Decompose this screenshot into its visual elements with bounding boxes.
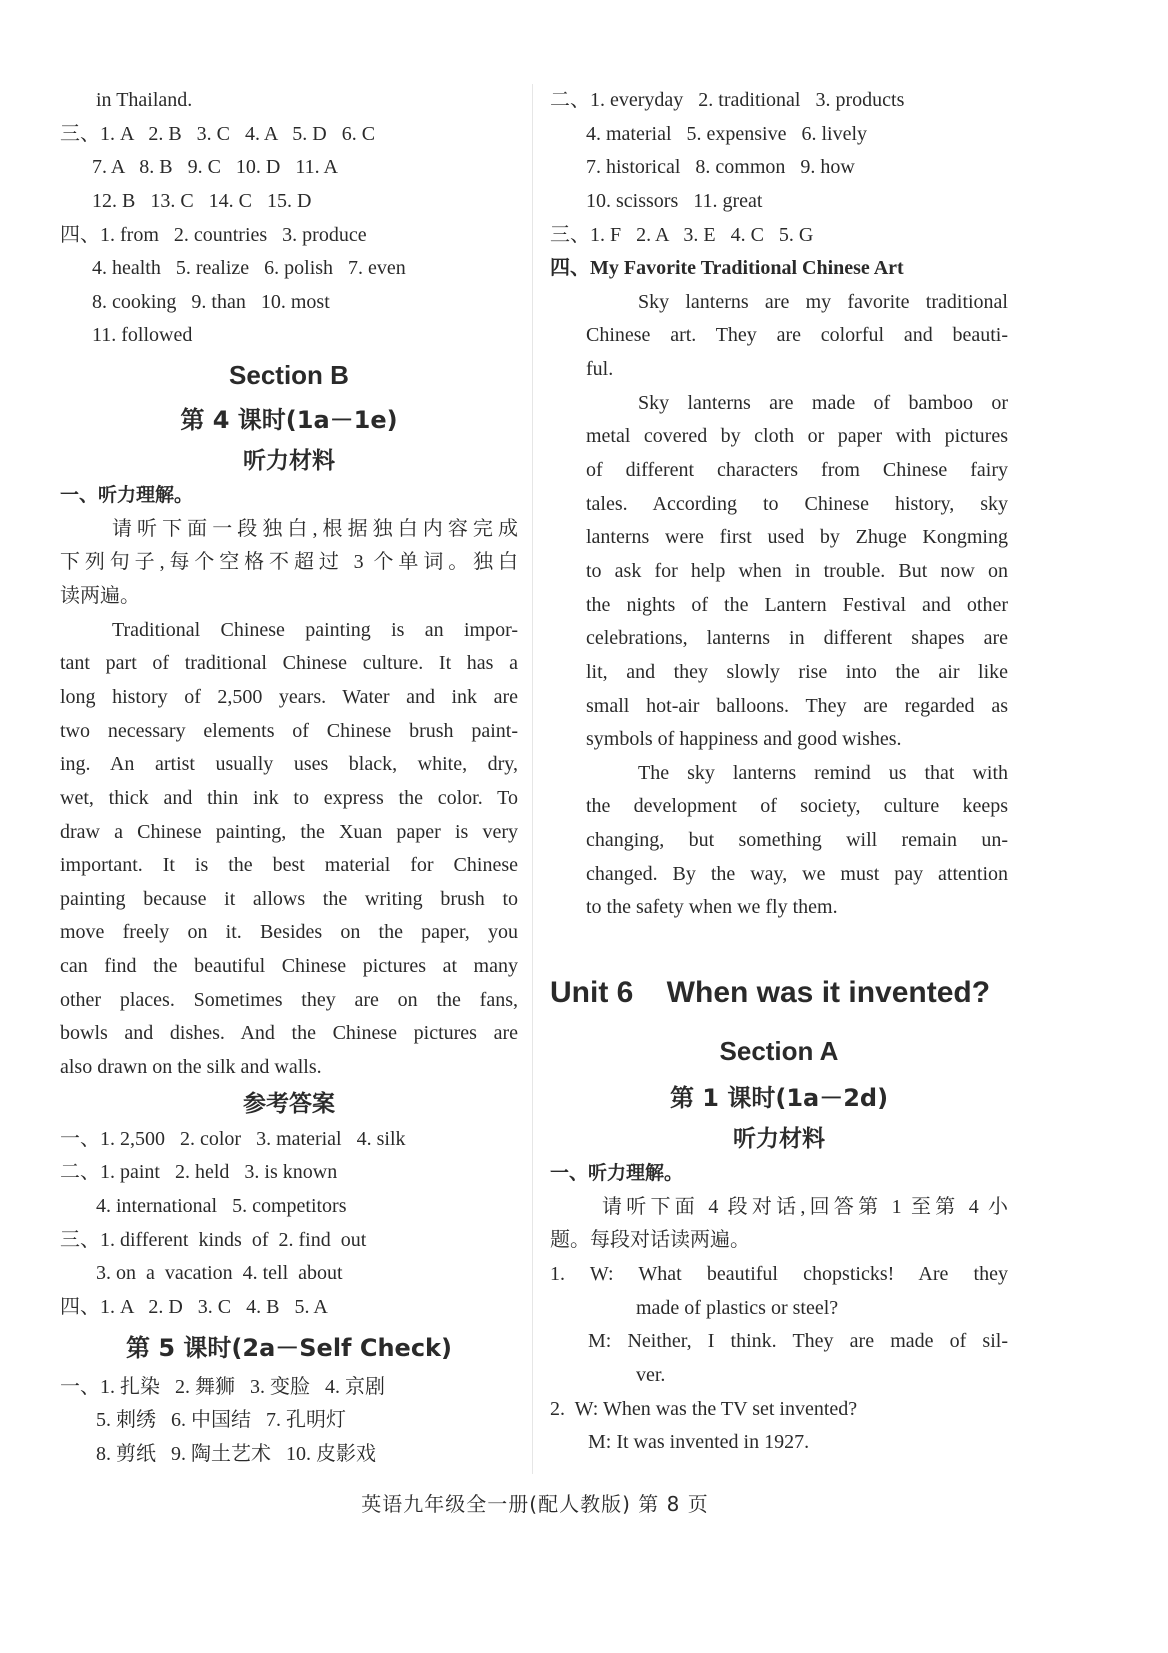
text-line: in Thailand. [96, 89, 193, 111]
answer-line: 4. health 5. realize 6. polish 7. even [92, 257, 406, 280]
lesson-title: 第 5 课时(2a－Self Check) [126, 1333, 452, 1362]
task-heading: 一、听力理解。 [60, 484, 194, 507]
instruction-line: 请听下面 4 段对话,回答第 1 至第 4 小 [602, 1195, 1008, 1218]
section-title: Section A [719, 1036, 839, 1067]
answer-line: 二、1. everyday 2. traditional 3. products [550, 89, 905, 111]
essay-line: celebrations, lanterns in different shapes are [586, 627, 1008, 650]
dialogue-line: 1. W: What beautiful chopsticks! Are they [550, 1262, 1008, 1285]
essay-line: Chinese art. They are colorful and beauti- [586, 324, 1008, 347]
task-heading: 一、听力理解。 [550, 1162, 684, 1185]
instruction-line: 请听下面一段独白,根据独白内容完成 [112, 517, 518, 540]
passage-line: Traditional Chinese painting is an impor- [112, 618, 518, 641]
answer-line: 10. scissors 11. great [586, 189, 763, 212]
answer-line: 三、1. A 2. B 3. C 4. A 5. D 6. C [60, 122, 376, 145]
passage-line: draw a Chinese painting, the Xuan paper is very [60, 820, 518, 843]
answer-line: 12. B 13. C 14. C 15. D [92, 189, 312, 212]
listening-title: 听力材料 [733, 1126, 825, 1153]
passage-line: move freely on it. Besides on the paper, you [60, 921, 518, 944]
lesson-title: 第 1 课时(1a－2d) [669, 1084, 889, 1113]
answer-line: 一、1. 扎染 2. 舞狮 3. 变脸 4. 京剧 [60, 1375, 385, 1398]
instruction-line: 读两遍。 [60, 585, 140, 608]
passage-line: long history of 2,500 years. Water and ink are [60, 685, 518, 708]
essay-line: changing, but something will remain un- [586, 829, 1008, 852]
essay-line: ful. [586, 358, 614, 381]
passage-line: important. It is the best material for Chinese [60, 854, 518, 877]
essay-line: The sky lanterns remind us that with [638, 761, 1008, 784]
essay-line: the nights of the Lantern Festival and other [586, 593, 1008, 616]
answer-line: 11. followed [92, 324, 193, 347]
listening-title: 听力材料 [243, 448, 335, 475]
passage-line: other places. Sometimes they are on the fans, [60, 988, 518, 1011]
passage-line: can find the beautiful Chinese pictures at many [60, 955, 518, 978]
passage-line: painting because it allows the writing brush to [60, 887, 518, 910]
essay-line: lit, and they slowly rise into the air like [586, 660, 1008, 683]
answer-line: 4. material 5. expensive 6. lively [586, 122, 868, 145]
dialogue-line: 2. W: When was the TV set invented? [550, 1397, 858, 1420]
answer-line: 3. on a vacation 4. tell about [96, 1262, 343, 1285]
passage-line: two necessary elements of Chinese brush paint- [60, 719, 518, 742]
answer-line: 4. international 5. competitors [96, 1194, 347, 1217]
essay-line: tales. According to Chinese history, sky [586, 492, 1008, 515]
column-divider [532, 84, 533, 1474]
answer-line: 8. cooking 9. than 10. most [92, 290, 330, 313]
essay-heading: 四、My Favorite Traditional Chinese Art [550, 257, 904, 280]
section-title: Section B [229, 360, 349, 391]
unit-title: Unit 6 When was it invented? [550, 976, 991, 1010]
answer-line: 四、1. from 2. countries 3. produce [60, 223, 367, 246]
dialogue-line: M: It was invented in 1927. [588, 1431, 810, 1454]
passage-line: bowls and dishes. And the Chinese pictures are [60, 1022, 518, 1045]
answer-line: 7. historical 8. common 9. how [586, 156, 855, 179]
essay-line: lanterns were first used by Zhuge Kongming [586, 526, 1008, 549]
answer-line: 8. 剪纸 9. 陶土艺术 10. 皮影戏 [96, 1442, 376, 1465]
passage-line: wet, thick and thin ink to express the color. To [60, 786, 518, 809]
dialogue-line: ver. [636, 1363, 666, 1386]
essay-line: small hot-air balloons. They are regarded as [586, 694, 1008, 717]
answer-line: 7. A 8. B 9. C 10. D 11. A [92, 156, 338, 179]
answer-line: 三、1. different kinds of 2. find out [60, 1228, 367, 1251]
left-column [60, 84, 518, 1471]
answer-line: 5. 刺绣 6. 中国结 7. 孔明灯 [96, 1409, 346, 1432]
essay-line: of different characters from Chinese fairy [586, 459, 1008, 482]
answer-line: 一、1. 2,500 2. color 3. material 4. silk [60, 1127, 406, 1150]
dialogue-line: made of plastics or steel? [636, 1296, 839, 1319]
lesson-title: 第 4 课时(1a－1e) [180, 406, 398, 435]
right-column [550, 84, 1008, 1460]
answer-line: 四、1. A 2. D 3. C 4. B 5. A [60, 1295, 328, 1318]
instruction-line: 题。每段对话读两遍。 [550, 1229, 750, 1252]
passage-line: also drawn on the silk and walls. [60, 1056, 322, 1079]
passage-line: tant part of traditional Chinese culture. It has a [60, 652, 518, 675]
essay-line: to ask for help when in trouble. But now on [586, 559, 1008, 582]
answer-line: 二、1. paint 2. held 3. is known [60, 1161, 338, 1184]
page-footer: 英语九年级全一册(配人教版) 第 8 页 [361, 1492, 709, 1516]
essay-line: metal covered by cloth or paper with pictures [586, 425, 1008, 448]
essay-line: Sky lanterns are my favorite traditional [638, 290, 1008, 313]
passage-line: ing. An artist usually uses black, white, dry, [60, 753, 518, 776]
answer-line: 三、1. F 2. A 3. E 4. C 5. G [550, 223, 814, 246]
essay-line: symbols of happiness and good wishes. [586, 728, 902, 751]
answer-key-title: 参考答案 [243, 1090, 335, 1117]
essay-line: Sky lanterns are made of bamboo or [638, 391, 1008, 414]
essay-line: the development of society, culture keeps [586, 795, 1008, 818]
dialogue-line: M: Neither, I think. They are made of sil- [588, 1330, 1008, 1353]
essay-line: to the safety when we fly them. [586, 896, 838, 919]
essay-line: changed. By the way, we must pay attention [586, 862, 1008, 885]
instruction-line: 下列句子,每个空格不超过 3 个单词。独白 [60, 551, 518, 574]
